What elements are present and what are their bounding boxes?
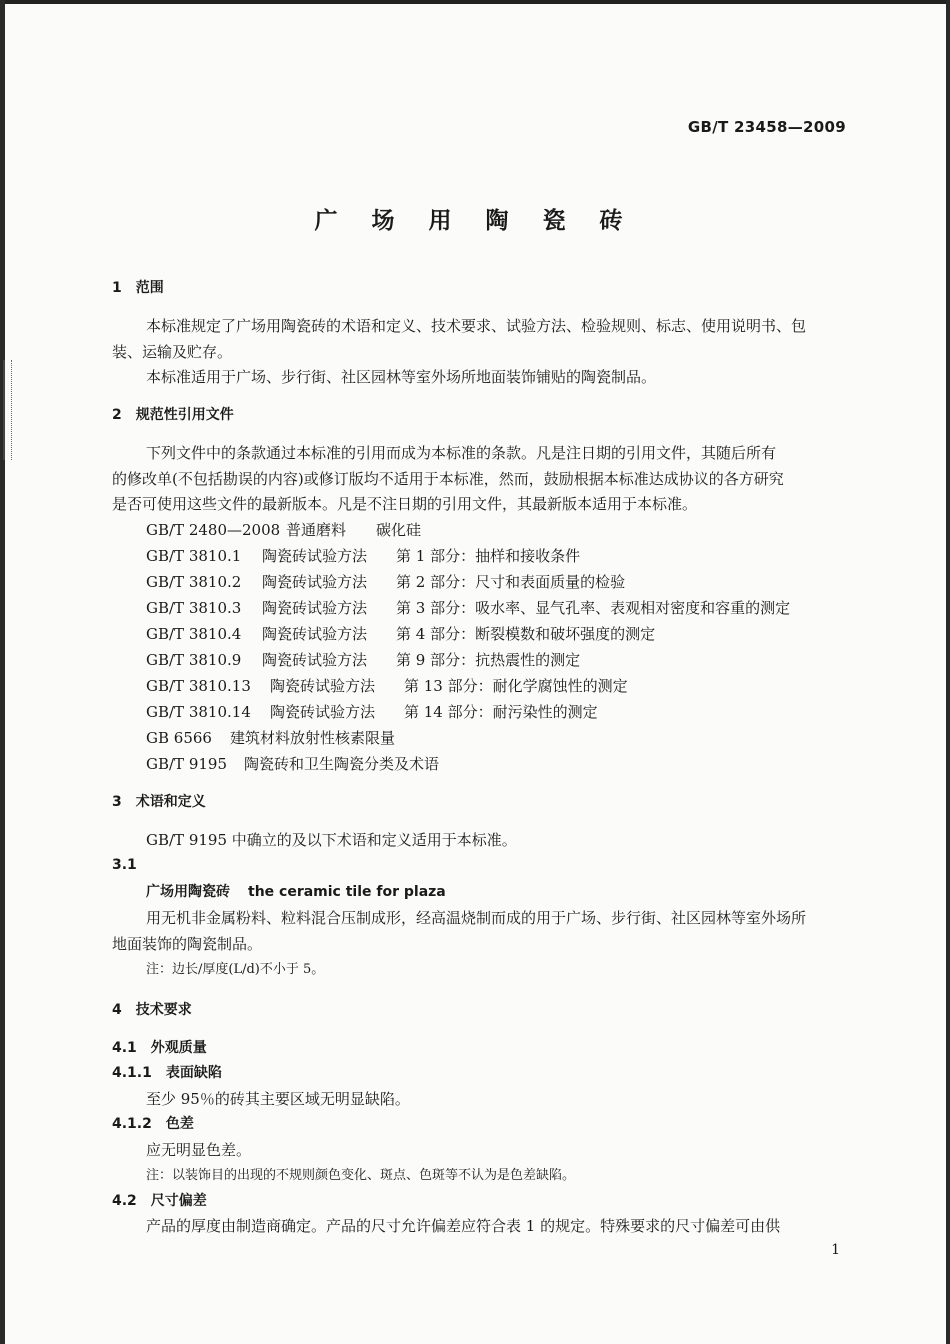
binding-marks — [3, 360, 12, 460]
scan-edge-top — [0, 0, 950, 4]
reference-item: GB/T 3810.14 陶瓷砖试验方法 第 14 部分：耐污染性的测定 — [146, 703, 598, 721]
section-4-2-heading: 4.2 尺寸偏差 — [112, 1193, 207, 1209]
section-4-1-2-text: 应无明显色差。 — [146, 1141, 252, 1159]
term-note: 注：边长/厚度(L/d)不小于 5。 — [146, 962, 325, 977]
section-4-1-2-note: 注：以装饰目的出现的不规则颜色变化、斑点、色斑等不认为是色差缺陷。 — [146, 1168, 576, 1183]
term-definition-line-1: 用无机非金属粉料、粒料混合压制成形，经高温烧制而成的用于广场、步行街、社区园林等室外场所 — [146, 909, 807, 927]
section-3-1-number: 3.1 — [112, 857, 137, 873]
reference-item: GB/T 3810.1 陶瓷砖试验方法 第 1 部分：抽样和接收条件 — [146, 547, 581, 565]
section-4-1-1-text: 至少 95％的砖其主要区域无明显缺陷。 — [146, 1090, 410, 1108]
reference-item: GB/T 3810.3 陶瓷砖试验方法 第 3 部分：吸水率、显气孔率、表观相对密度和容重的测定 — [146, 599, 791, 617]
reference-item: GB/T 3810.9 陶瓷砖试验方法 第 9 部分：抗热震性的测定 — [146, 651, 581, 669]
section-1-paragraph-1-line-1: 本标准规定了广场用陶瓷砖的术语和定义、技术要求、试验方法、检验规则、标志、使用说明书、包 — [146, 317, 807, 335]
reference-item: GB/T 3810.13 陶瓷砖试验方法 第 13 部分：耐化学腐蚀性的测定 — [146, 677, 628, 695]
reference-item: GB/T 3810.2 陶瓷砖试验方法 第 2 部分：尺寸和表面质量的检验 — [146, 573, 626, 591]
section-1-heading: 1 范围 — [112, 280, 164, 296]
page-number: 1 — [831, 1242, 840, 1258]
term-entry — [146, 882, 446, 902]
section-1-paragraph-2: 本标准适用于广场、步行街、社区园林等室外场所地面装饰铺贴的陶瓷制品。 — [146, 368, 657, 386]
standard-code: GB/T 23458—2009 — [687, 118, 846, 136]
section-3-paragraph: GB/T 9195 中确立的及以下术语和定义适用于本标准。 — [146, 831, 517, 849]
section-4-1-heading: 4.1 外观质量 — [112, 1040, 207, 1056]
reference-item: GB 6566 建筑材料放射性核素限量 — [146, 729, 396, 747]
section-4-2-text: 产品的厚度由制造商确定。产品的尺寸允许偏差应符合表 1 的规定。特殊要求的尺寸偏差可由供 — [146, 1217, 781, 1235]
section-1-paragraph-1-line-2: 装、运输及贮存。 — [112, 343, 233, 361]
term-chinese: 广场用陶瓷砖 — [146, 884, 230, 900]
section-4-heading: 4 技术要求 — [112, 1002, 192, 1018]
document-title: 广 场 用 陶 瓷 砖 — [314, 208, 636, 234]
section-4-1-2-heading: 4.1.2 色差 — [112, 1116, 194, 1132]
reference-item: GB/T 9195 陶瓷砖和卫生陶瓷分类及术语 — [146, 755, 440, 773]
reference-item: GB/T 2480—2008 普通磨料 碳化硅 — [146, 521, 422, 539]
section-2-paragraph-line-2: 的修改单(不包括勘误的内容)或修订版均不适用于本标准，然而，鼓励根据本标准达成协议的各方研究 — [112, 470, 784, 488]
section-4-1-1-heading: 4.1.1 表面缺陷 — [112, 1065, 222, 1081]
term-english: the ceramic tile for plaza — [248, 884, 446, 900]
term-definition-line-2: 地面装饰的陶瓷制品。 — [112, 935, 263, 953]
section-2-heading: 2 规范性引用文件 — [112, 407, 234, 423]
section-3-heading: 3 术语和定义 — [112, 794, 206, 810]
section-2-paragraph-line-1: 下列文件中的条款通过本标准的引用而成为本标准的条款。凡是注日期的引用文件，其随后所有 — [146, 444, 777, 462]
section-2-paragraph-line-3: 是否可使用这些文件的最新版本。凡是不注日期的引用文件，其最新版本适用于本标准。 — [112, 495, 698, 513]
reference-item: GB/T 3810.4 陶瓷砖试验方法 第 4 部分：断裂模数和破坏强度的测定 — [146, 625, 656, 643]
